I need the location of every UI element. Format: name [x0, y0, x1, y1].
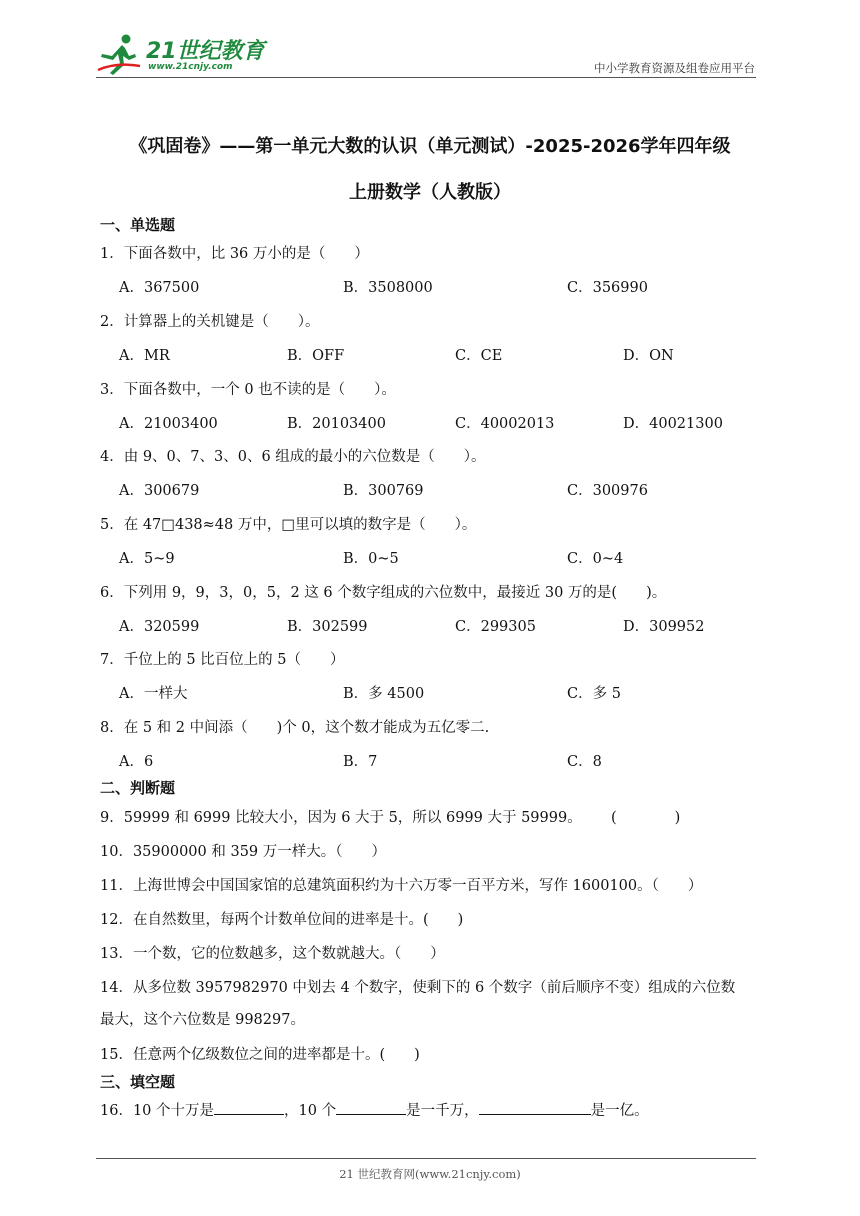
option: A．MR [119, 348, 170, 364]
option: B．302599 [287, 619, 368, 635]
option: B．OFF [287, 348, 345, 364]
answer-blank[interactable] [214, 1100, 284, 1115]
option: C．356990 [567, 280, 648, 296]
footer-divider [96, 1158, 756, 1159]
option: A．300679 [119, 483, 200, 499]
option: C．8 [567, 754, 602, 770]
judge-question: 12．在自然数里，每两个计数单位间的进率是十。( ) [100, 912, 464, 928]
question-stem: 4．由 9、0、7、3、0、6 组成的最小的六位数是（ ）。 [100, 449, 486, 465]
question-stem: 1．下面各数中，比 36 万小的是（ ） [100, 246, 369, 262]
option: B．多 4500 [343, 686, 425, 702]
judge-question: 10．35900000 和 359 万一样大。（ ） [100, 844, 387, 860]
question-stem: 2．计算器上的关机键是（ ）。 [100, 314, 320, 330]
option: B．300769 [343, 483, 424, 499]
option: A．367500 [119, 280, 200, 296]
option: A．21003400 [119, 416, 218, 432]
fill-question [100, 1099, 649, 1120]
section-true-false: 二、判断题 [100, 779, 176, 797]
judge-question: 15．任意两个亿级数位之间的进率都是十。( ) [100, 1047, 420, 1063]
judge-question: 11．上海世博会中国国家馆的总建筑面积约为十六万零一百平方米，写作 1600100。（ ） [100, 878, 703, 894]
option: B．0~5 [343, 551, 399, 567]
option: D．309952 [623, 619, 705, 635]
option: C．CE [455, 348, 503, 364]
question-stem: 3．下面各数中，一个 0 也不读的是（ ）。 [100, 382, 396, 398]
question-stem: 5．在 47□438≈48 万中，□里可以填的数字是（ ）。 [100, 517, 477, 533]
fill-text: 是一亿。 [590, 1103, 649, 1119]
logo-url: www.21cnjy.com [148, 62, 233, 72]
question-stem: 7．千位上的 5 比百位上的 5（ ） [100, 652, 345, 668]
fill-text: 16．10 个十万是 [100, 1103, 215, 1119]
fill-text: 是一千万， [406, 1103, 479, 1119]
option: B．3508000 [343, 280, 433, 296]
option: B．7 [343, 754, 378, 770]
option: C．300976 [567, 483, 648, 499]
option: C．多 5 [567, 686, 621, 702]
exam-title-line1: 《巩固卷》——第一单元大数的认识（单元测试）-2025-2026学年四年级 [129, 136, 731, 157]
section-fill-blank: 三、填空题 [100, 1073, 176, 1091]
question-stem: 6．下列用 9，9，3，0，5，2 这 6 个数字组成的六位数中，最接近 30 万的是( )。 [100, 585, 667, 601]
option: D．ON [623, 348, 674, 364]
logo-text: 21世纪教育 [146, 39, 265, 64]
option: B．20103400 [287, 416, 386, 432]
exam-title-line2: 上册数学（人教版） [349, 182, 511, 203]
question-stem: 8．在 5 和 2 中间添（ )个 0，这个数才能成为五亿零二. [100, 720, 490, 736]
judge-question-continued: 最大，这个六位数是 998297。 [100, 1012, 305, 1028]
platform-name: 中小学教育资源及组卷应用平台 [594, 61, 755, 75]
option: A．一样大 [119, 686, 188, 702]
option: C．299305 [455, 619, 536, 635]
option: A．320599 [119, 619, 200, 635]
fill-text: ，10 个 [284, 1103, 337, 1119]
judge-question: 13．一个数，它的位数越多，这个数就越大。（ ） [100, 946, 445, 962]
option: D．40021300 [623, 416, 723, 432]
footer-text: 21 世纪教育网(www.21cnjy.com) [339, 1167, 521, 1181]
answer-blank[interactable] [336, 1100, 406, 1115]
logo [96, 32, 266, 78]
runner-icon [96, 32, 146, 78]
option: C．40002013 [455, 416, 555, 432]
section-single-choice: 一、单选题 [100, 216, 176, 234]
option: A．5~9 [119, 551, 175, 567]
option: C．0~4 [567, 551, 624, 567]
judge-question: 9．59999 和 6999 比较大小，因为 6 大于 5，所以 6999 大于 59999。 [100, 810, 582, 826]
judge-question: 14．从多位数 3957982970 中划去 4 个数字，使剩下的 6 个数字（前后顺序不变）组成的六位数 [100, 980, 736, 996]
answer-blank[interactable] [479, 1100, 591, 1115]
answer-bracket: ( ) [611, 810, 681, 826]
option: A．6 [119, 754, 154, 770]
header-divider [96, 77, 756, 78]
